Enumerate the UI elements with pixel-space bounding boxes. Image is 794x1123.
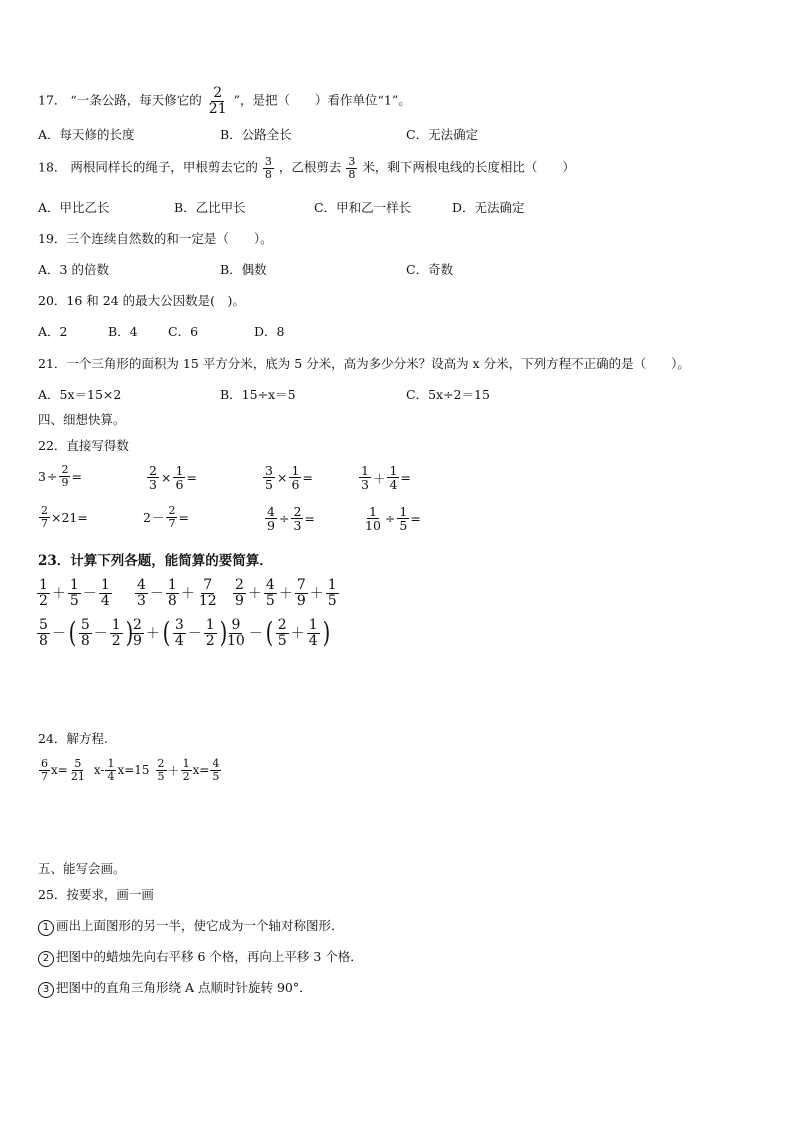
q23-item-1: $\frac{1}{2}$ ＋ $\frac{1}{5}$ － $\frac{1}{4}$ bbox=[39, 577, 110, 609]
q18-text-mid: ，乙根剪去 bbox=[278, 159, 342, 175]
section-5-heading: 五、能写会画。 bbox=[38, 861, 126, 876]
q19-option-a[interactable]: A．3 的倍数 bbox=[38, 262, 109, 277]
q18-number: 18． bbox=[38, 159, 67, 175]
q17-option-c[interactable]: C．无法确定 bbox=[406, 127, 479, 142]
q21-option-c[interactable]: C．5x÷2＝15 bbox=[406, 387, 490, 402]
q22-item-8: $\frac{1}{10}$ ÷ $\frac{1}{5}$ = bbox=[365, 504, 421, 534]
q25-title: 25．按要求，画一画 bbox=[38, 887, 154, 902]
q19-stem: 19．三个连续自然数的和一定是（ ）。 bbox=[38, 231, 273, 246]
q22-item-7: $\frac{4}{9}$ ÷ $\frac{2}{3}$ = bbox=[267, 504, 315, 534]
q18-text-post: 米，剩下两根电线的长度相比（ ） bbox=[362, 159, 575, 175]
q18-option-a[interactable]: A．甲比乙长 bbox=[38, 200, 110, 215]
q20-stem: 20．16 和 24 的最大公因数是( )。 bbox=[38, 293, 245, 308]
q18-option-b[interactable]: B．乙比甲长 bbox=[174, 200, 246, 215]
q24-title: 24．解方程. bbox=[38, 731, 108, 746]
q23-item-4: $\frac{5}{8}$ － ( $\frac{5}{8}$ － $\frac{1}{2}$ ) bbox=[39, 616, 133, 650]
q19-option-c[interactable]: C．奇数 bbox=[406, 262, 454, 277]
q19-option-b[interactable]: B．偶数 bbox=[220, 262, 267, 277]
circled-number-1: 1 bbox=[38, 920, 54, 936]
q20-option-c[interactable]: C．6 bbox=[168, 324, 199, 339]
q18-text-pre: 两根同样长的绳子，甲根剪去它的 bbox=[70, 159, 258, 175]
q18-option-c[interactable]: C．甲和乙一样长 bbox=[314, 200, 412, 215]
q21-option-b[interactable]: B．15÷x＝5 bbox=[220, 387, 296, 402]
q23-item-3: $\frac{2}{9}$ ＋ $\frac{4}{5}$ ＋ $\frac{7}{9}$ ＋ $\frac{1}{5}$ bbox=[235, 577, 337, 609]
q18-option-d[interactable]: D．无法确定 bbox=[452, 200, 525, 215]
q18-fraction-1: $\frac{3}{8}$ bbox=[264, 155, 272, 181]
q23-item-2: $\frac{4}{3}$ － $\frac{1}{8}$ ＋ $\frac{7}{12}$ bbox=[137, 577, 217, 609]
q20-option-d[interactable]: D．8 bbox=[254, 324, 285, 339]
q22-item-1: 3 ÷ $\frac{2}{9}$ = bbox=[38, 463, 82, 489]
q20-option-b[interactable]: B．4 bbox=[108, 324, 138, 339]
q17-text-pre: “一条公路，每天修它的 bbox=[70, 92, 202, 108]
q25-item-2: 2 把图中的蜡烛先向右平移 6 个格，再向上平移 3 个格． bbox=[38, 947, 363, 967]
q22-item-4: $\frac{1}{3}$ ＋ $\frac{1}{4}$ = bbox=[361, 463, 411, 493]
q23-item-6: $\frac{9}{10}$ － ( $\frac{2}{5}$ ＋ $\frac{1}{4}$ ) bbox=[227, 616, 330, 650]
section-4-heading: 四、细想快算。 bbox=[38, 412, 126, 427]
q22-item-2: $\frac{2}{3}$ × $\frac{1}{6}$ = bbox=[149, 463, 197, 493]
circled-number-3: 3 bbox=[38, 982, 54, 998]
q24-equations: $\frac{6}{7}$ x= $\frac{5}{21}$ x- $\frac{1}{4}$ x=15 $\frac{2}{5}$ ＋ $\frac{1}{2}$ x= $\frac{4}{5}$ bbox=[41, 757, 220, 783]
q25-item-3: 3 把图中的直角三角形绕 A 点顺时针旋转 90°． bbox=[38, 978, 312, 998]
q25-item-1: 1 画出上面图形的另一半，使它成为一个轴对称图形． bbox=[38, 916, 344, 936]
q22-item-5: $\frac{2}{7}$ ×21= bbox=[41, 504, 88, 530]
q17-number: 17． bbox=[38, 92, 67, 108]
q18-stem bbox=[38, 156, 575, 180]
q22-title: 22．直接写得数 bbox=[38, 438, 129, 453]
q17-text-post: ”，是把（ ）看作单位“1”。 bbox=[233, 92, 411, 108]
q23-item-5: $\frac{2}{9}$ ＋ ( $\frac{3}{4}$ － $\frac{1}{2}$ ) bbox=[133, 616, 227, 650]
q17-option-a[interactable]: A．每天修的长度 bbox=[38, 127, 135, 142]
q21-stem: 21．一个三角形的面积为 15 平方分米，底为 5 分米，高为多少分米？设高为 x 分米，下列方程不正确的是（ ）。 bbox=[38, 356, 690, 371]
q20-option-a[interactable]: A．2 bbox=[38, 324, 68, 339]
q17-fraction: $\frac{2}{21}$ bbox=[208, 85, 227, 117]
q17-option-b[interactable]: B．公路全长 bbox=[220, 127, 292, 142]
circled-number-2: 2 bbox=[38, 951, 54, 967]
q23-title: 23．计算下列各题，能简算的要简算． bbox=[38, 553, 273, 569]
q18-fraction-2: $\frac{3}{8}$ bbox=[348, 155, 356, 181]
q22-item-6: 2 － $\frac{2}{7}$ = bbox=[143, 504, 189, 530]
q21-option-a[interactable]: A．5x＝15×2 bbox=[38, 387, 122, 402]
q17-stem bbox=[38, 86, 411, 116]
q22-item-3: $\frac{3}{5}$ × $\frac{1}{6}$ = bbox=[265, 463, 313, 493]
